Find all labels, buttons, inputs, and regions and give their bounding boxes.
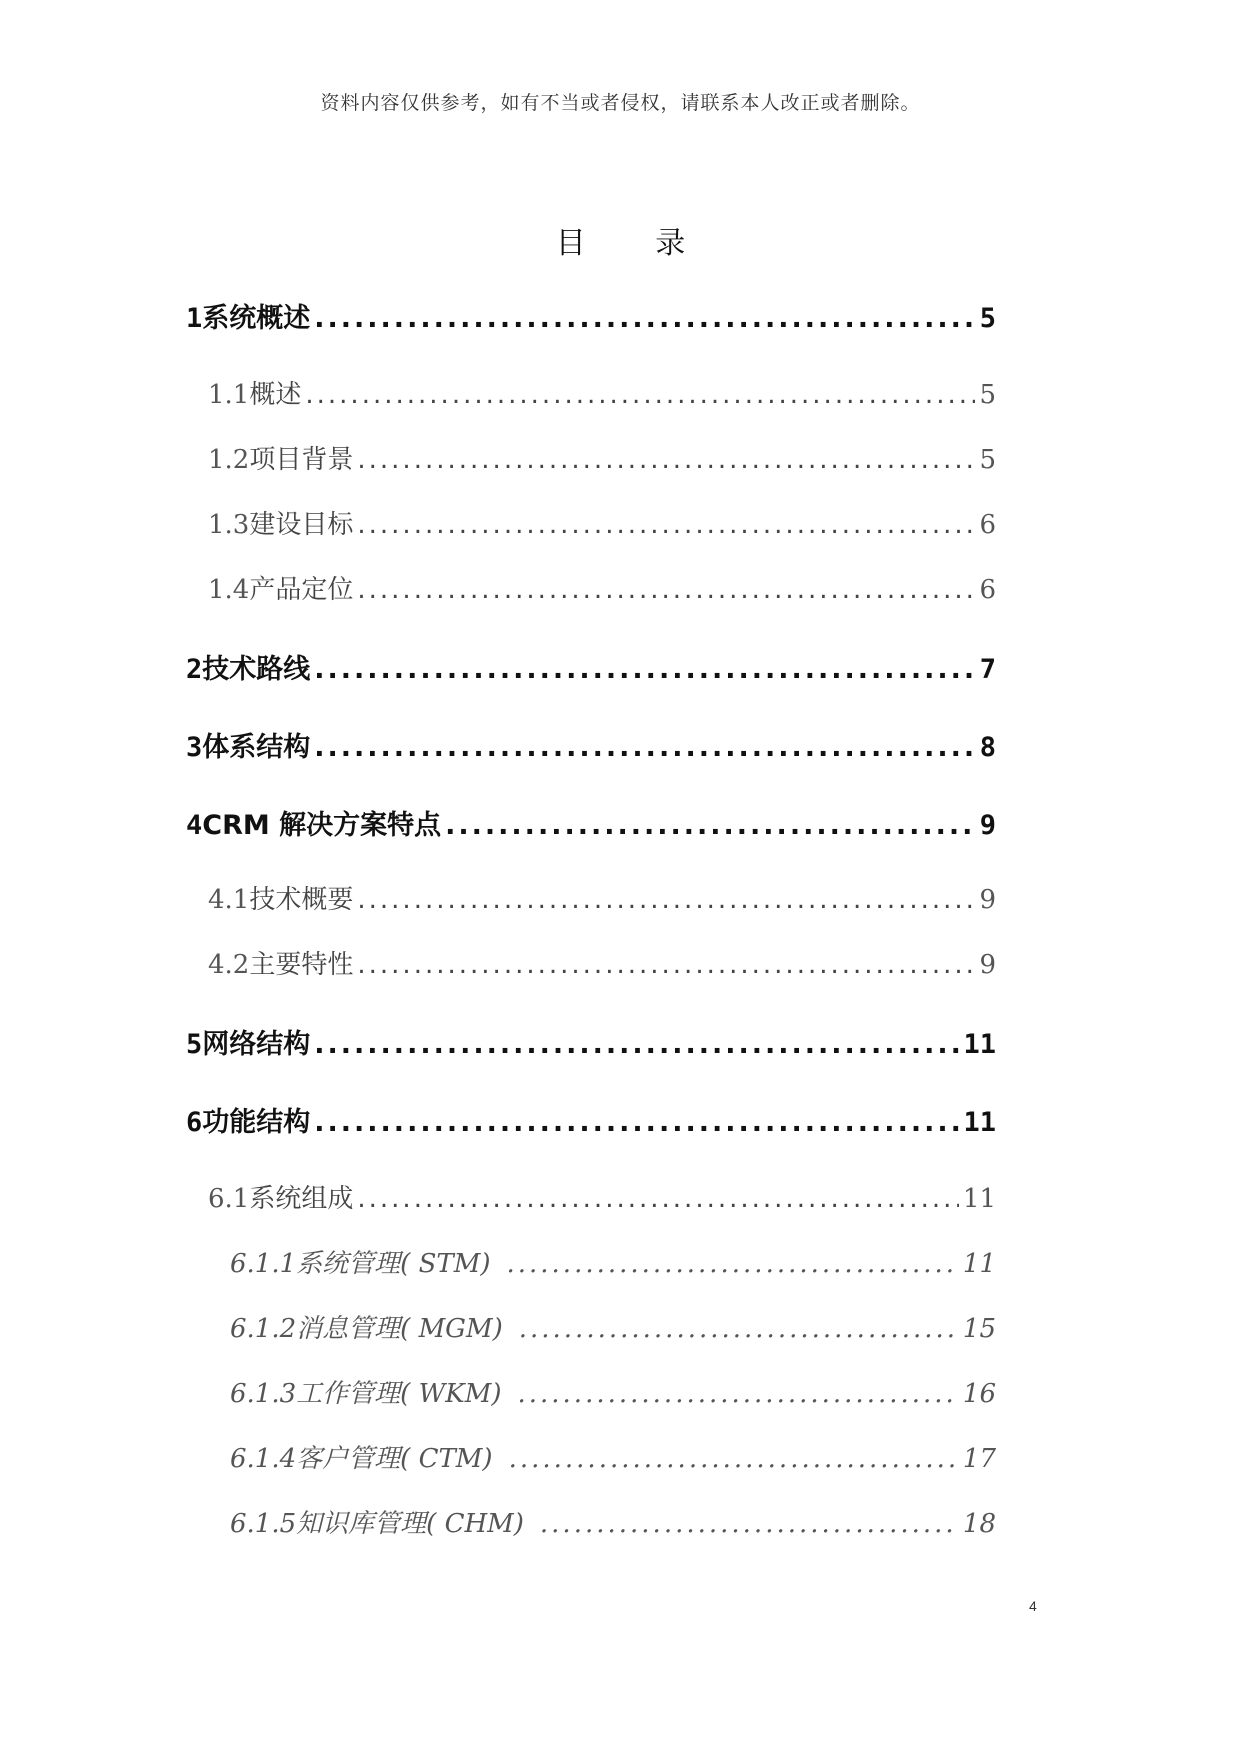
toc-entry-number: 1.2 — [208, 445, 250, 475]
toc-entry-title: 功能结构 — [202, 1107, 311, 1138]
toc-entry-title: 网络结构 — [202, 1029, 311, 1060]
toc-entry-number: 6.1.4 — [230, 1444, 297, 1474]
toc-entry-number: 4.2 — [208, 950, 250, 980]
toc-leader-dots — [314, 1107, 959, 1138]
toc-entry-page: 15 — [962, 1314, 996, 1344]
toc-entry-1-2[interactable] — [208, 439, 996, 476]
toc-leader-dots — [357, 510, 975, 540]
toc-entry-number: 5 — [186, 1029, 203, 1060]
toc-entry-6[interactable] — [186, 1100, 996, 1139]
toc-leader-dots — [314, 654, 975, 685]
toc-entry-page: 11 — [962, 1184, 996, 1214]
toc-entry-6-1-1[interactable] — [230, 1243, 996, 1280]
toc-entry-4-2[interactable] — [208, 944, 996, 981]
toc-leader-dots — [357, 950, 975, 980]
toc-entry-number: 1.3 — [208, 510, 250, 540]
header-note: 资料内容仅供参考，如有不当或者侵权，请联系本人改正或者删除。 — [320, 92, 921, 114]
toc-entry-title: 知识库管理( CHM) — [296, 1509, 524, 1539]
toc-entry-title: 建设目标 — [249, 510, 354, 540]
toc-entry-4[interactable] — [186, 803, 996, 842]
toc-entry-6-1-5[interactable] — [230, 1503, 996, 1540]
toc-entry-number: 6.1.3 — [230, 1379, 297, 1409]
toc-leader-dots — [445, 810, 976, 841]
toc-entry-title: 产品定位 — [249, 575, 354, 605]
toc-leader-dots — [357, 445, 975, 475]
toc-entry-page: 9 — [979, 885, 996, 915]
page-number: 4 — [1029, 1598, 1037, 1614]
toc-entry-page: 6 — [979, 510, 996, 540]
toc-leader-dots — [540, 1509, 959, 1539]
toc-entry-6-1[interactable] — [208, 1178, 996, 1215]
toc-entry-1-1[interactable] — [208, 374, 996, 411]
toc-entry-page: 8 — [979, 732, 996, 763]
toc-entry-page: 17 — [962, 1444, 996, 1474]
toc-entry-6-1-2[interactable] — [230, 1308, 996, 1345]
toc-entry-title: 技术概要 — [249, 885, 354, 915]
toc-entry-number: 6 — [186, 1107, 203, 1138]
toc-entry-title: 工作管理( WKM) — [296, 1379, 502, 1409]
toc-leader-dots — [314, 303, 975, 334]
toc-entry-page: 11 — [963, 1029, 996, 1060]
toc-entry-page: 7 — [979, 654, 996, 685]
toc-entry-page: 16 — [962, 1379, 996, 1409]
toc-entry-1-3[interactable] — [208, 504, 996, 541]
toc-entry-2[interactable] — [186, 647, 996, 686]
toc-entry-number: 2 — [186, 654, 203, 685]
toc-leader-dots — [357, 575, 975, 605]
toc-entry-title: 消息管理( MGM) — [296, 1314, 503, 1344]
toc-entry-number: 6.1.2 — [230, 1314, 297, 1344]
toc-entry-5[interactable] — [186, 1022, 996, 1061]
toc-entry-title: 概述 — [249, 380, 302, 410]
toc-entry-number: 6.1.1 — [230, 1249, 297, 1279]
toc-entry-4-1[interactable] — [208, 879, 996, 916]
toc-entry-title: 系统概述 — [202, 303, 311, 334]
toc-entry-title: 体系结构 — [202, 732, 311, 763]
toc-title-char-2: 录 — [655, 226, 686, 261]
toc-entry-number: 1 — [186, 303, 203, 334]
toc-entry-6-1-3[interactable] — [230, 1373, 996, 1410]
toc-leader-dots — [506, 1249, 958, 1279]
toc-leader-dots — [357, 1184, 959, 1214]
toc-entry-page: 5 — [979, 445, 996, 475]
toc-entry-number: 6.1.5 — [230, 1509, 297, 1539]
toc-leader-dots — [509, 1444, 959, 1474]
toc-entry-page: 18 — [962, 1509, 996, 1539]
toc-entry-page: 11 — [962, 1249, 996, 1279]
toc-leader-dots — [517, 1379, 958, 1409]
toc-entry-page: 11 — [963, 1107, 996, 1138]
toc-entry-page: 5 — [979, 380, 996, 410]
toc-entry-title: 技术路线 — [202, 654, 311, 685]
toc-entry-number: 4 — [186, 810, 203, 841]
toc-leader-dots — [314, 1029, 959, 1060]
toc-leader-dots — [314, 732, 975, 763]
toc-entry-number: 1.1 — [208, 380, 250, 410]
toc-entry-number: 1.4 — [208, 575, 250, 605]
toc-entry-number: 6.1 — [208, 1184, 250, 1214]
toc-entry-title: 项目背景 — [249, 445, 354, 475]
toc-entry-3[interactable] — [186, 725, 996, 764]
toc-entry-title: 客户管理( CTM) — [296, 1444, 493, 1474]
toc-title — [0, 218, 1241, 262]
toc-entry-page: 5 — [979, 303, 996, 334]
toc-entry-title: 系统管理( STM) — [296, 1249, 491, 1279]
toc-title-char-1: 目 — [555, 226, 586, 261]
toc-entry-title: 系统组成 — [249, 1184, 354, 1214]
toc-entry-6-1-4[interactable] — [230, 1438, 996, 1475]
toc-entry-title: CRM 解决方案特点 — [202, 810, 442, 841]
toc-entry-number: 4.1 — [208, 885, 250, 915]
toc-leader-dots — [305, 380, 975, 410]
toc-entry-1-4[interactable] — [208, 569, 996, 606]
toc-entry-page: 6 — [979, 575, 996, 605]
toc-entry-number: 3 — [186, 732, 203, 763]
toc-leader-dots — [519, 1314, 959, 1344]
toc-entry-page: 9 — [979, 950, 996, 980]
toc-entry-title: 主要特性 — [249, 950, 354, 980]
toc-entry-page: 9 — [979, 810, 996, 841]
toc-leader-dots — [357, 885, 975, 915]
toc-entry-1[interactable] — [186, 296, 996, 335]
